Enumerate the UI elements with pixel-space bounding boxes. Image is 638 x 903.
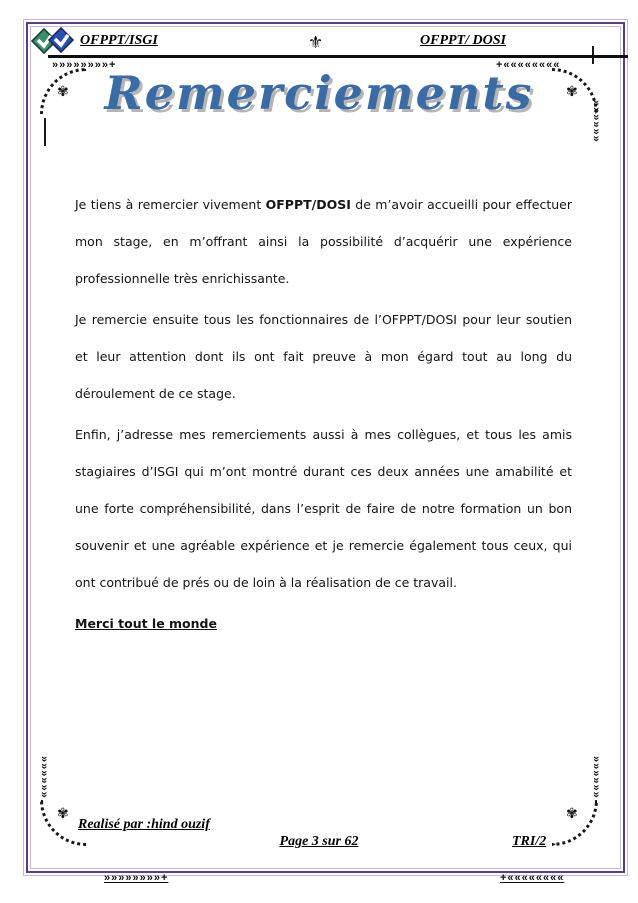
paragraph-3: Enfin, j’adresse mes remerciements aussi à mes collègues, et tous les amis stagiaires d’ISGI qui m’ont montré durant ces deux années une amabilité et une forte compréhensibilité, dans l’esprit de faire de notre formation un bon souvenir et une agréable expérience et je remercie également tous ceux, qui ont contribué de prés ou de loin à la réalisation de ce travail. <box>75 427 572 590</box>
footer-group-label: TRI/2 <box>512 834 547 849</box>
paragraph-1-text-after: de m’avoir accueilli pour effectuer mon stage, en m’offrant ainsi la possibilité d’acquérir une expérience professionnelle très enrichissante. <box>75 197 573 286</box>
footer-page-number: Page 3 sur 62 <box>279 834 359 849</box>
signoff-line <box>75 605 572 642</box>
corner-flower-bottom-right-icon: ✾ <box>566 805 578 821</box>
corner-arrows-top-left-icon: »»»»»»»»+ <box>52 59 117 71</box>
paragraph-2: Je remercie ensuite tous les fonctionnaires de l’OFPPT/DOSI pour leur soutien et leur attention dont ils ont fait preuve à mon égard tout au long du déroulement de ce stage. <box>75 312 572 401</box>
header-left-label: OFPPT/ISGI <box>80 33 158 48</box>
signoff-text: Merci tout le monde <box>75 616 217 631</box>
header-rule <box>48 55 628 58</box>
footer-author: Realisé par :hind ouzif <box>78 817 210 832</box>
body-text <box>75 186 572 646</box>
page-title: Remerciements <box>104 66 534 120</box>
paragraph-1 <box>75 186 572 297</box>
corner-arrows-bottom-left-icon: »»»»»»»»+ <box>104 872 169 884</box>
corner-arrows-top-right-icon: +«««««««« <box>496 59 561 71</box>
corner-flower-bottom-left-icon: ✾ <box>57 805 69 821</box>
corner-tick-top-left-icon <box>44 118 46 146</box>
paragraph-1-text: Je tiens à remercier vivement <box>75 197 266 212</box>
header-right-label: OFPPT/ DOSI <box>420 33 506 48</box>
corner-vertical-arrows-top-right-icon: »»»»»» <box>590 100 602 143</box>
corner-vertical-arrows-bottom-left-icon: »»»»»» <box>38 756 50 799</box>
corner-flower-top-right-icon: ✾ <box>566 83 578 99</box>
corner-flower-top-left-icon: ✾ <box>57 83 69 99</box>
corner-arrows-bottom-right-icon: +«««««««« <box>500 872 565 884</box>
header-center-ornament-icon: ⚜ <box>308 33 324 52</box>
paragraph-1-bold-text: OFPPT/DOSI <box>265 197 351 212</box>
corner-vertical-arrows-bottom-right-icon: »»»»»» <box>590 756 602 799</box>
